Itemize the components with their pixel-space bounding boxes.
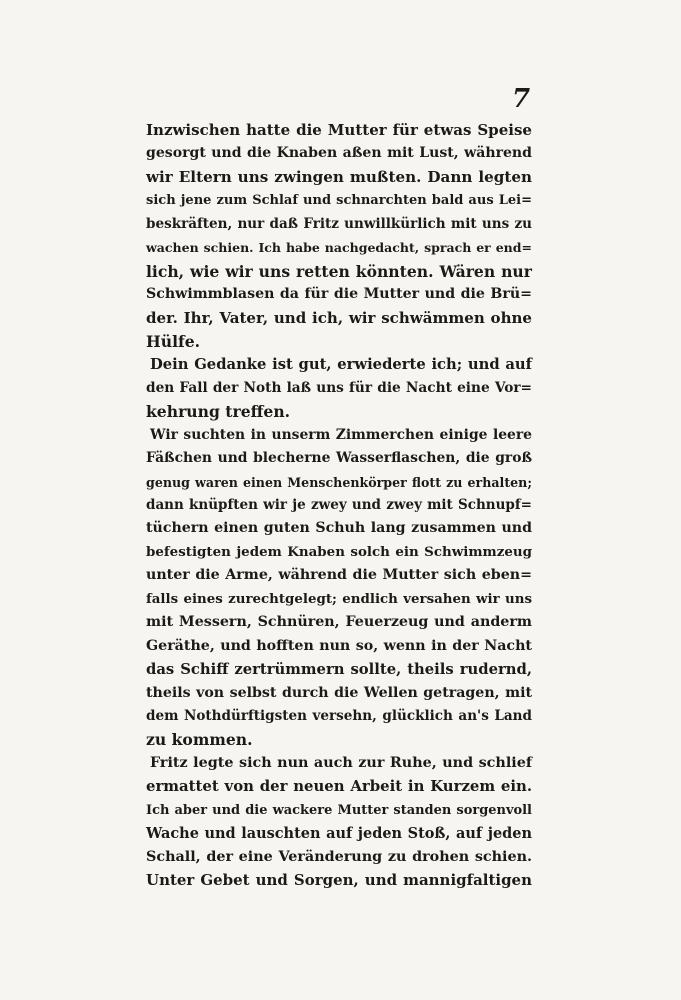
text-line: Ich aber und die wackere Mutter standen sorgenvoll xyxy=(146,802,532,818)
page-number: 7 xyxy=(512,84,531,114)
text-line: kehrung treffen. xyxy=(146,402,291,422)
text-line: Unter Gebet und Sorgen, und mannigfaltigen xyxy=(146,871,532,889)
text-line: Fritz legte sich nun auch zur Ruhe, und schlief xyxy=(150,754,532,771)
text-line: wir Eltern uns zwingen mußten. Dann legten xyxy=(146,167,532,186)
text-line: ermattet von der neuen Arbeit in Kurzem ein. xyxy=(146,777,532,796)
text-line: zu kommen. xyxy=(146,730,253,750)
text-line: unter die Arme, während die Mutter sich eben= xyxy=(146,567,532,584)
text-line: Wache und lauschten auf jeden Stoß, auf jeden xyxy=(146,825,532,843)
text-line: Schall, der eine Veränderung zu drohen schien. xyxy=(146,848,532,865)
text-line: befestigten jedem Knaben solch ein Schwimmzeug xyxy=(146,543,532,560)
text-line: Schwimmblasen da für die Mutter und die Brü= xyxy=(146,286,532,303)
text-line: Dein Gedanke ist gut, erwiederte ich; und auf xyxy=(150,356,532,374)
text-line: theils von selbst durch die Wellen getragen, mit xyxy=(146,684,532,701)
text-line: Fäßchen und blecherne Wasserflaschen, die groß xyxy=(146,450,532,467)
text-line: Hülfe. xyxy=(146,331,201,351)
text-line: falls eines zurechtgelegt; endlich versahen wir uns xyxy=(146,590,532,607)
text-line: den Fall der Noth laß uns für die Nacht eine Vor= xyxy=(146,379,532,396)
text-line: lich, wie wir uns retten könnten. Wären nur xyxy=(146,261,532,281)
text-line: das Schiff zertrümmern sollte, theils rudernd, xyxy=(146,661,532,679)
text-line: Wir suchten in unserm Zimmerchen einige leere xyxy=(150,426,532,443)
text-line: gesorgt und die Knaben aßen mit Lust, während xyxy=(146,145,532,162)
text-line: der. Ihr, Vater, und ich, wir schwämmen ohne xyxy=(146,308,532,327)
text-line: wachen schien. Ich habe nachgedacht, sprach er end= xyxy=(146,240,532,256)
text-line: genug waren einen Menschenkörper flott zu erhalten; xyxy=(146,474,532,490)
text-line: Geräthe, und hofften nun so, wenn in der Nacht xyxy=(146,637,532,654)
body-text xyxy=(146,119,532,892)
text-line: tüchern einen guten Schuh lang zusammen und xyxy=(146,520,532,537)
text-line: dann knüpften wir je zwey und zwey mit Schnupf= xyxy=(146,497,532,513)
text-line: sich jene zum Schlaf und schnarchten bald aus Lei= xyxy=(146,193,532,209)
text-line: beskräften, nur daß Fritz unwillkürlich mit uns zu xyxy=(146,215,532,232)
text-line: mit Messern, Schnüren, Feuerzeug und anderm xyxy=(146,614,532,631)
text-line: Inzwischen hatte die Mutter für etwas Speise xyxy=(146,121,532,139)
text-line: dem Nothdürftigsten versehn, glücklich an's Land xyxy=(146,707,532,724)
